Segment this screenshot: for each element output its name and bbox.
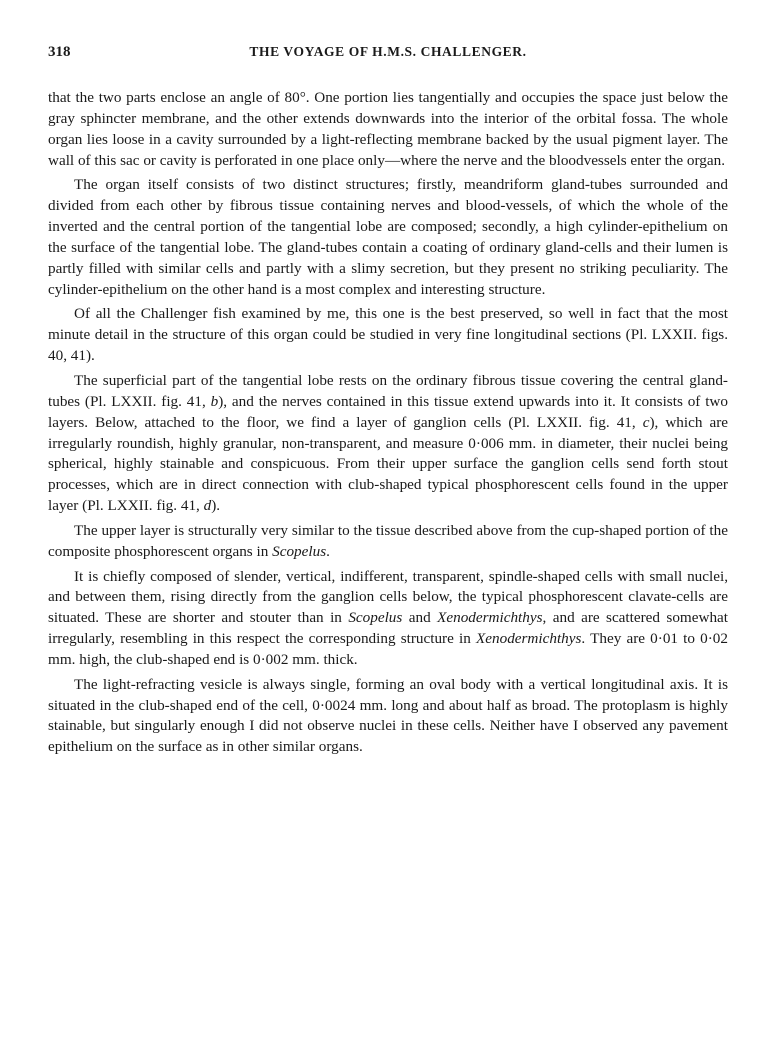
book-page <box>48 44 728 762</box>
text-run: , and are scattered somewhat irregularly, resembling in this respect the corresponding structure in <box>48 609 728 648</box>
italic-term: Xenodermichthys <box>475 630 582 648</box>
paragraph-4 <box>48 371 728 517</box>
italic-term: Scopelus <box>272 542 327 560</box>
text-run: ), which are irregularly roundish, highly granular, non-transparent, and measure 0·006 mm. in diameter, their nuclei being spherical, highly stainable and conspicuous. From their upper surface the ganglion cells send forth stout processes, which are in direct connection with club-shaped typical phosphorescent cells found in the upper layer (Pl. LXXII. fig. 41, <box>48 413 728 515</box>
paragraph-7 <box>48 675 728 758</box>
text-run: ), and the nerves contained in this tissue extend upwards into it. It consists of two layers. Below, attached to the floor, we find a layer of ganglion cells (Pl. LXXII. fig. 41, <box>48 392 728 431</box>
italic-term: c <box>642 413 650 431</box>
text-run: The light-refracting vesicle is always single, forming an oval body with a vertical longitudinal axis. It is situated in the club-shaped end of the cell, 0·0024 mm. long and about half as broad. The protoplasm is highly stainable, but singularly enough I did not observe nuclei in these cells. Neither have I observed any pavement epithelium on the surface as in other similar organs. <box>48 675 728 756</box>
italic-term: Scopelus <box>348 609 403 627</box>
text-run: Of all the Challenger fish examined by me, this one is the best preserved, so well in fact that the most minute detail in the structure of this organ could be studied in very fine longitudinal sections (Pl. LXXII. figs. 40, 41). <box>48 305 728 365</box>
paragraph-1 <box>48 88 728 171</box>
text-run: It is chiefly composed of slender, vertical, indifferent, transparent, spindle-shaped cells with small nuclei, and between them, rising directly from the ganglion cells below, the typical phosphorescent clavate-cells are situated. These are shorter and stouter than in <box>48 567 728 627</box>
text-run: ). <box>211 497 221 515</box>
text-run: The upper layer is structurally very similar to the tissue described above from the cup-shaped portion of the composite phosphorescent organs in <box>48 521 728 560</box>
text-run: that the two parts enclose an angle of 80°. One portion lies tangentially and occupies the space just below the gray sphincter membrane, and the other extends downwards into the interior of the orbital fossa. The whole organ lies loose in a cavity surrounded by a light-reflecting membrane backed by the usual pigment layer. The wall of this sac or cavity is perforated in one place only—where the nerve and the bloodvessels enter the organ. <box>48 89 728 169</box>
italic-term: Xenodermichthys <box>437 609 543 627</box>
paragraph-2 <box>48 175 728 300</box>
italic-term: b <box>210 392 219 410</box>
running-title: THE VOYAGE OF H.M.S. CHALLENGER. <box>249 44 527 59</box>
paragraph-5 <box>48 521 728 563</box>
page-number: 318 <box>48 44 71 60</box>
text-run: and <box>402 609 438 627</box>
paragraph-6 <box>48 567 728 671</box>
page-header <box>48 44 728 70</box>
paragraph-3 <box>48 304 728 367</box>
text-run: . <box>326 542 330 560</box>
body-text <box>48 88 728 758</box>
text-run: The organ itself consists of two distinct structures; firstly, meandriform gland-tubes surrounded and divided from each other by fibrous tissue containing nerves and blood-vessels, of which the whole of the inverted and the central portion of the tangential lobe are composed; secondly, a high cylinder-epithelium on the surface of the tangential lobe. The gland-tubes contain a coating of ordinary gland-cells and their lumen is partly filled with similar cells and partly with a slimy secretion, but they present no striking peculiarity. The cylinder-epithelium on the other hand is a most complex and interesting structure. <box>48 176 728 298</box>
text-run: The superficial part of the tangential lobe rests on the ordinary fibrous tissue covering the central gland-tubes (Pl. LXXII. fig. 41, <box>48 371 728 410</box>
italic-term: d <box>203 497 212 515</box>
text-run: . They are 0·01 to 0·02 mm. high, the club-shaped end is 0·002 mm. thick. <box>48 630 728 668</box>
